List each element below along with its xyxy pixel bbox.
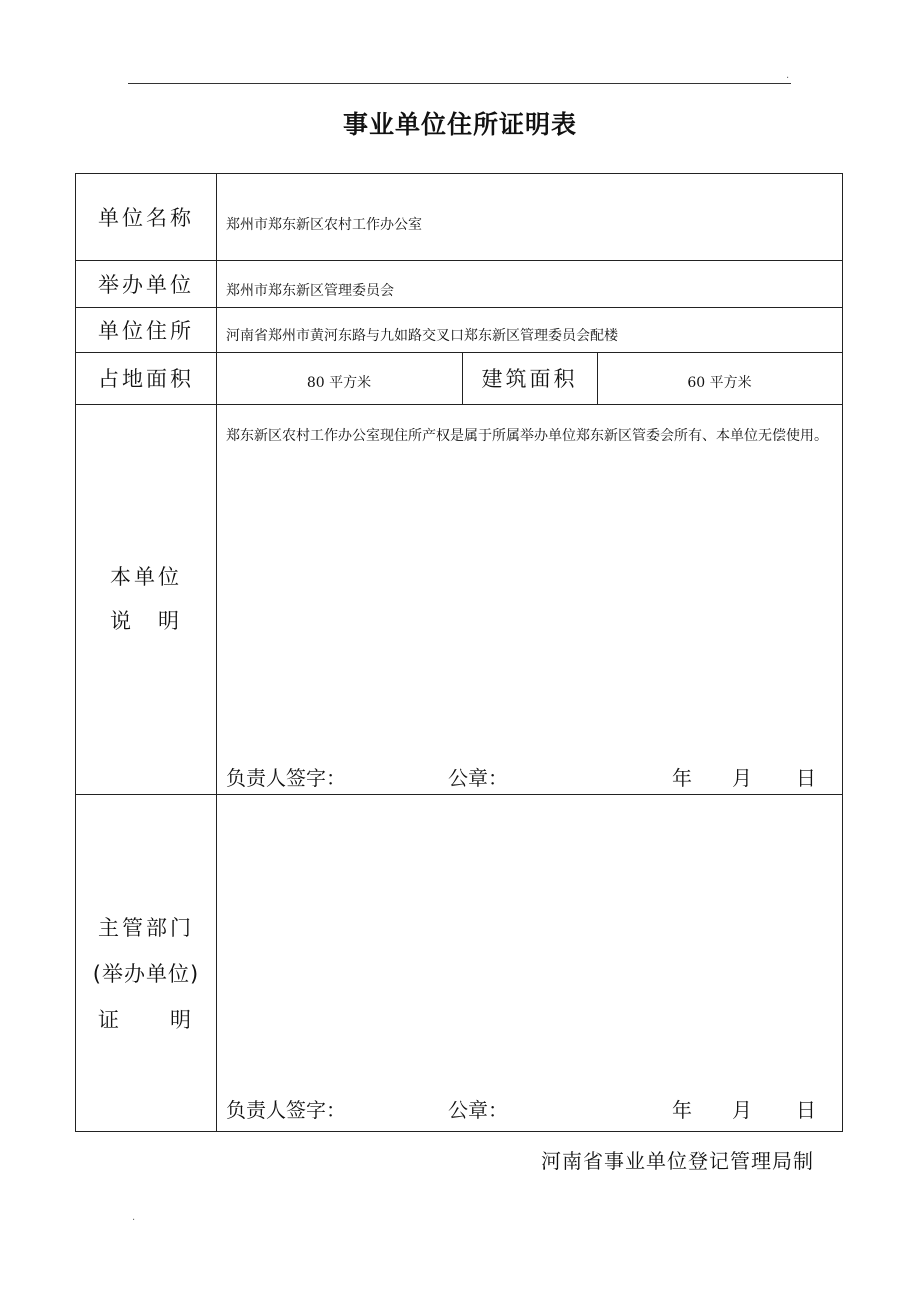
building-area-value: 60 平方米 [687, 375, 752, 391]
sponsor-value: 郑州市郑东新区管理委员会 [226, 283, 394, 299]
land-area-label: 占地面积 [98, 367, 194, 391]
corner-mark: . [786, 70, 790, 81]
corner-mark: . [132, 1212, 136, 1223]
unit-statement-label [76, 404, 216, 794]
unit-day-label: 日 [796, 766, 816, 790]
supervisor-label-line3: 证 明 [98, 1008, 194, 1032]
unit-seal-label: 公章： [448, 766, 508, 790]
address-label: 单位住所 [98, 318, 194, 343]
land-area-value: 80 平方米 [306, 375, 372, 391]
supervisor-seal-label: 公章： [448, 1098, 508, 1122]
column-divider [216, 174, 217, 1131]
header-rule [128, 83, 791, 84]
supervisor-statement-label [76, 874, 216, 1074]
supervisor-month-label: 月 [732, 1098, 752, 1122]
row-divider [76, 794, 842, 795]
building-area-label: 建筑面积 [481, 367, 578, 391]
supervisor-year-label: 年 [672, 1098, 692, 1122]
sponsor-label: 举办单位 [98, 272, 194, 297]
unit-statement-label-line2: 说 明 [110, 609, 182, 633]
unit-statement-text: 郑东新区农村工作办公室现住所产权是属于所属举办单位郑东新区管委会所有、本单位无偿使用。 [226, 428, 828, 444]
unit-signature-label: 负责人签字： [226, 766, 346, 790]
issuer-footer: 河南省事业单位登记管理局制 [541, 1149, 814, 1173]
unit-statement-label-line1: 本单位 [110, 565, 182, 589]
supervisor-label-line2: (举办单位) [92, 962, 200, 986]
unit-name-label: 单位名称 [98, 206, 194, 230]
address-certificate-form [75, 173, 843, 1132]
unit-month-label: 月 [732, 766, 752, 790]
unit-year-label: 年 [672, 766, 692, 790]
supervisor-label-line1: 主管部门 [98, 916, 194, 940]
supervisor-day-label: 日 [796, 1098, 816, 1122]
address-value: 河南省郑州市黄河东路与九如路交叉口郑东新区管理委员会配楼 [226, 327, 618, 344]
unit-name-value: 郑州市郑东新区农村工作办公室 [226, 217, 422, 233]
page-title: 事业单位住所证明表 [342, 110, 577, 139]
supervisor-signature-label: 负责人签字： [226, 1098, 346, 1122]
